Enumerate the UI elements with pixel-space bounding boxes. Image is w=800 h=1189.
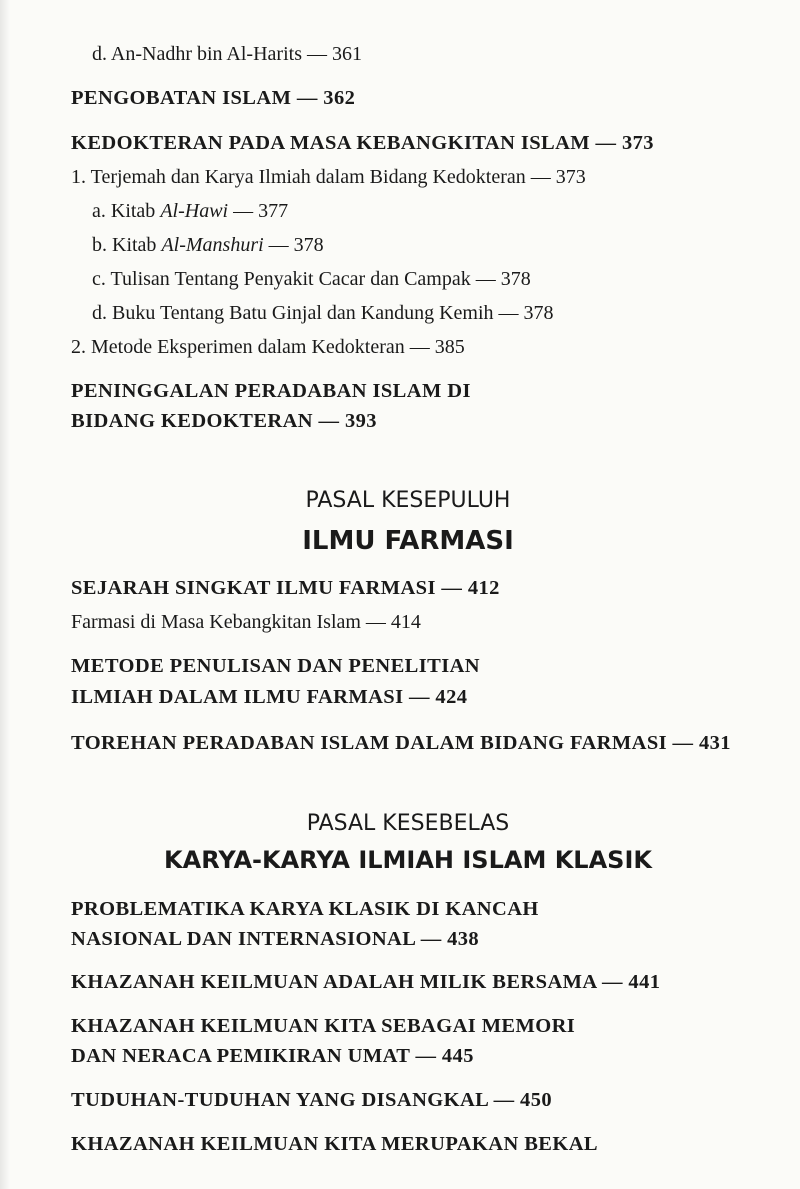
toc-heading-problematika-line2: NASIONAL DAN INTERNASIONAL — 438 [71,928,480,950]
toc-heading-pengobatan-islam: PENGOBATAN ISLAM — 362 [71,87,356,109]
book-title: Al-Manshuri [161,234,264,256]
book-title: Al-Hawi [160,200,229,222]
toc-entry-an-nadhr: d. An-Nadhr bin Al-Harits — 361 [92,43,362,65]
chapter-title: ILMU FARMASI [302,526,514,556]
toc-heading-khazanah-milik: KHAZANAH KEILMUAN ADALAH MILIK BERSAMA — 441 [71,971,661,993]
toc-heading-torehan: TOREHAN PERADABAN ISLAM DALAM BIDANG FARMASI — 431 [71,732,731,754]
toc-heading-khazanah-memori-line1: KHAZANAH KEILMUAN KITA SEBAGAI MEMORI [71,1015,576,1037]
toc-entry-buku-batu-ginjal: d. Buku Tentang Batu Ginjal dan Kandung Kemih — 378 [92,302,554,324]
toc-heading-kedokteran-kebangkitan: KEDOKTERAN PADA MASA KEBANGKITAN ISLAM — 373 [71,132,654,154]
toc-heading-metode-line1: METODE PENULISAN DAN PENELITIAN [71,655,480,677]
toc-heading-khazanah-bekal: KHAZANAH KEILMUAN KITA MERUPAKAN BEKAL [71,1133,598,1155]
toc-entry-tulisan-cacar: c. Tulisan Tentang Penyakit Cacar dan Campak — 378 [92,268,531,290]
toc-heading-problematika-line1: PROBLEMATIKA KARYA KLASIK DI KANCAH [71,898,539,920]
toc-heading-khazanah-memori-line2: DAN NERACA PEMIKIRAN UMAT — 445 [71,1045,474,1067]
chapter-label: PASAL KESEPULUH [305,488,511,513]
toc-entry-metode-eksperimen: 2. Metode Eksperimen dalam Kedokteran — 385 [71,336,465,358]
toc-entry-kitab-al-manshuri [92,235,324,255]
toc-heading-peninggalan-line2: BIDANG KEDOKTERAN — 393 [71,410,377,432]
toc-heading-sejarah-farmasi: SEJARAH SINGKAT ILMU FARMASI — 412 [71,577,500,599]
toc-entry-terjemah: 1. Terjemah dan Karya Ilmiah dalam Bidang Kedokteran — 373 [71,166,586,188]
toc-heading-tuduhan: TUDUHAN-TUDUHAN YANG DISANGKAL — 450 [71,1089,553,1111]
entry-prefix: a. Kitab [92,200,161,222]
entry-page: — 377 [228,200,289,222]
chapter-title: KARYA-KARYA ILMIAH ISLAM KLASIK [164,846,652,874]
toc-entry-farmasi-kebangkitan: Farmasi di Masa Kebangkitan Islam — 414 [71,611,421,633]
chapter-label: PASAL KESEBELAS [306,811,510,836]
toc-heading-peninggalan-line1: PENINGGALAN PERADABAN ISLAM DI [71,380,471,402]
toc-heading-metode-line2: ILMIAH DALAM ILMU FARMASI — 424 [71,686,468,708]
page-edge-shadow [0,0,10,1189]
toc-entry-kitab-al-hawi [92,201,288,221]
entry-page: — 378 [263,234,324,256]
entry-prefix: b. Kitab [92,234,162,256]
